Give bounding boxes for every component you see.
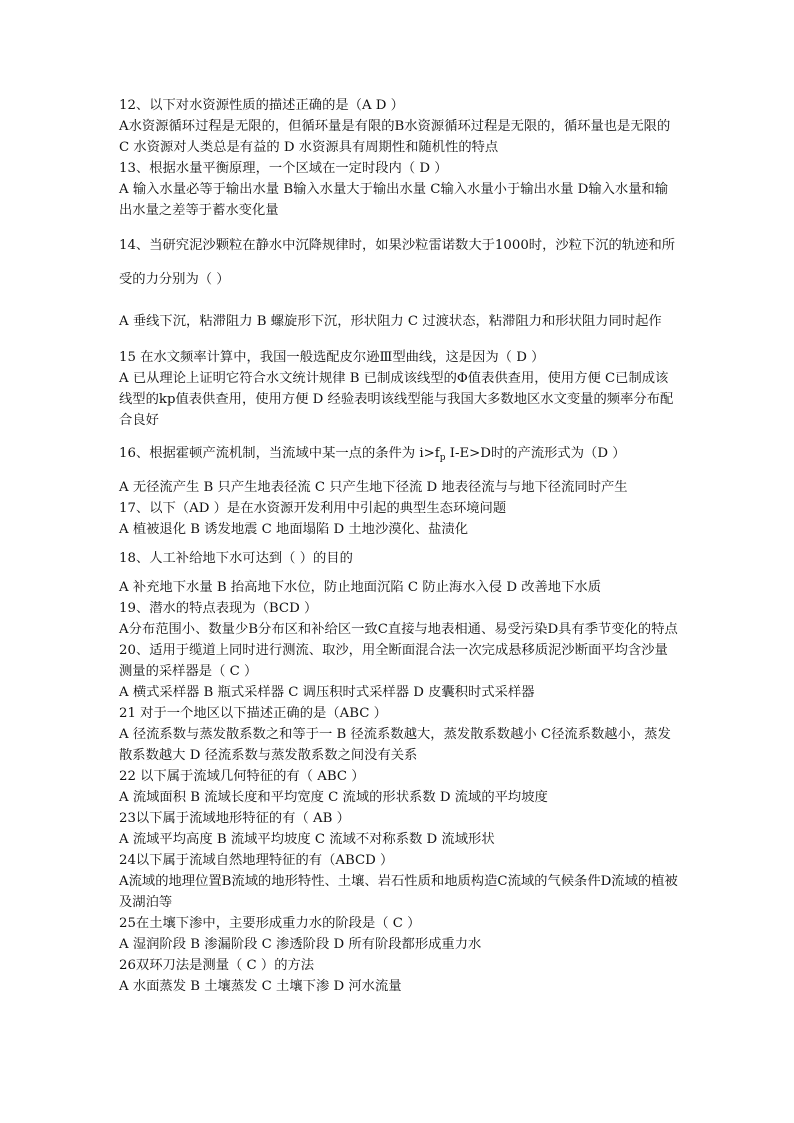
- question-19: [119, 598, 679, 640]
- question-13: [119, 158, 679, 221]
- spacer: [119, 569, 679, 577]
- spacer: [119, 431, 679, 439]
- question-stem: 15 在水文频率计算中，我国一般选配皮尔逊Ⅲ型曲线，这是因为（ D ）: [119, 350, 545, 365]
- question-stem: 21 对于一个地区以下描述正确的是（ABC ）: [119, 706, 387, 721]
- spacer: [119, 221, 679, 229]
- question-stem: 12、以下对水资源性质的描述正确的是（A D ）: [119, 98, 404, 113]
- question-stem: 17、以下（AD ）是在水资源开发利用中引起的典型生态环境问题: [119, 501, 507, 516]
- question-options: A 湿润阶段 B 渗漏阶段 C 渗透阶段 D 所有阶段都形成重力水: [119, 937, 482, 952]
- question-17: [119, 498, 679, 540]
- stem-part: 16、根据霍顿产流机制，当流域中某一点的条件为 i>f: [119, 446, 440, 461]
- subscript-p: p: [439, 453, 446, 463]
- question-18: [119, 548, 679, 598]
- document-page: [119, 95, 679, 997]
- stem-part: I-E>D时的产流形式为（D ）: [445, 446, 626, 461]
- question-options: A 流域面积 B 流域长度和平均宽度 C 流域的形状系数 D 流域的平均坡度: [119, 790, 548, 805]
- question-stem: 18、人工补给地下水可达到（ ）的目的: [119, 551, 353, 566]
- question-12: [119, 95, 679, 158]
- question-16: [119, 439, 679, 498]
- spacer: [119, 339, 679, 347]
- question-options: A流域的地理位置B流域的地形特性、土壤、岩石性质和地质构造C流域的气候条件D流域的植被及湖泊等: [119, 874, 678, 910]
- question-26: [119, 955, 679, 997]
- question-14: [119, 229, 679, 339]
- question-stem: 23以下属于流域地形特征的有（ AB ）: [119, 811, 350, 826]
- question-15: [119, 347, 679, 431]
- question-options: A 输入水量必等于输出水量 B输入水量大于输出水量 C输入水量小于输出水量 D输入水量和输出水量之差等于蓄水变化量: [119, 182, 669, 218]
- question-stem: 22 以下属于流域几何特征的有（ ABC ）: [119, 769, 365, 784]
- spacer: [119, 297, 679, 305]
- question-stem: 24以下属于流域自然地理特征的有（ABCD ）: [119, 853, 394, 868]
- question-options: A 水面蒸发 B 土壤蒸发 C 土壤下渗 D 河水流量: [119, 979, 402, 994]
- question-options: A分布范围小、数量少B分布区和补给区一致C直接与地表相通、易受污染D具有季节变化的特点: [119, 622, 678, 637]
- question-options: A 无径流产生 B 只产生地表径流 C 只产生地下径流 D 地表径流与与地下径流同时产生: [119, 480, 628, 495]
- question-stem: 13、根据水量平衡原理，一个区域在一定时段内（ D ）: [119, 161, 448, 176]
- question-21: [119, 703, 679, 766]
- question-stem: 14、当研究泥沙颗粒在静水中沉降规律时，如果沙粒雷诺数大于1000时，沙粒下沉的轨迹和所受的力分别为（ ）: [119, 238, 676, 287]
- question-23: [119, 808, 679, 850]
- question-stem: 19、潜水的特点表现为（BCD ）: [119, 601, 318, 616]
- question-options: A 径流系数与蒸发散系数之和等于一 B 径流系数越大，蒸发散系数越小 C径流系数越小，蒸发散系数越大 D 径流系数与蒸发散系数之间没有关系: [119, 727, 671, 763]
- question-25: [119, 913, 679, 955]
- question-stem: 26双环刀法是测量（ C ）的方法: [119, 958, 315, 973]
- question-stem: [119, 439, 679, 473]
- question-options: A 植被退化 B 诱发地震 C 地面塌陷 D 土地沙漠化、盐渍化: [119, 522, 469, 537]
- question-options: A 垂线下沉，粘滞阻力 B 螺旋形下沉，形状阻力 C 过渡状态，粘滞阻力和形状阻力同时起作: [119, 314, 662, 329]
- spacer: [119, 540, 679, 548]
- question-options: A 流域平均高度 B 流域平均坡度 C 流域不对称系数 D 流域形状: [119, 832, 495, 847]
- question-24: [119, 850, 679, 913]
- question-options: A水资源循环过程是无限的，但循环量是有限的B水资源循环过程是无限的，循环量也是无限的 C 水资源对人类总是有益的 D 水资源具有周期性和随机性的特点: [119, 119, 671, 155]
- question-options: A 已从理论上证明它符合水文统计规律 B 已制成该线型的Φ值表供查用，使用方便 C已制成该线型的kp值表供查用，使用方便 D 经验表明该线型能与我国大多数地区水文变量的频率分布配合良好: [119, 371, 674, 428]
- question-stem: 20、适用于缆道上同时进行测流、取沙，用全断面混合法一次完成悬移质泥沙断面平均含沙量测量的采样器是（ C ）: [119, 643, 668, 679]
- question-options: A 补充地下水量 B 抬高地下水位，防止地面沉陷 C 防止海水入侵 D 改善地下水质: [119, 580, 601, 595]
- question-22: [119, 766, 679, 808]
- question-stem: 25在土壤下渗中，主要形成重力水的阶段是（ C ）: [119, 916, 421, 931]
- question-options: A 横式采样器 B 瓶式采样器 C 调压积时式采样器 D 皮囊积时式采样器: [119, 685, 535, 700]
- question-20: [119, 640, 679, 703]
